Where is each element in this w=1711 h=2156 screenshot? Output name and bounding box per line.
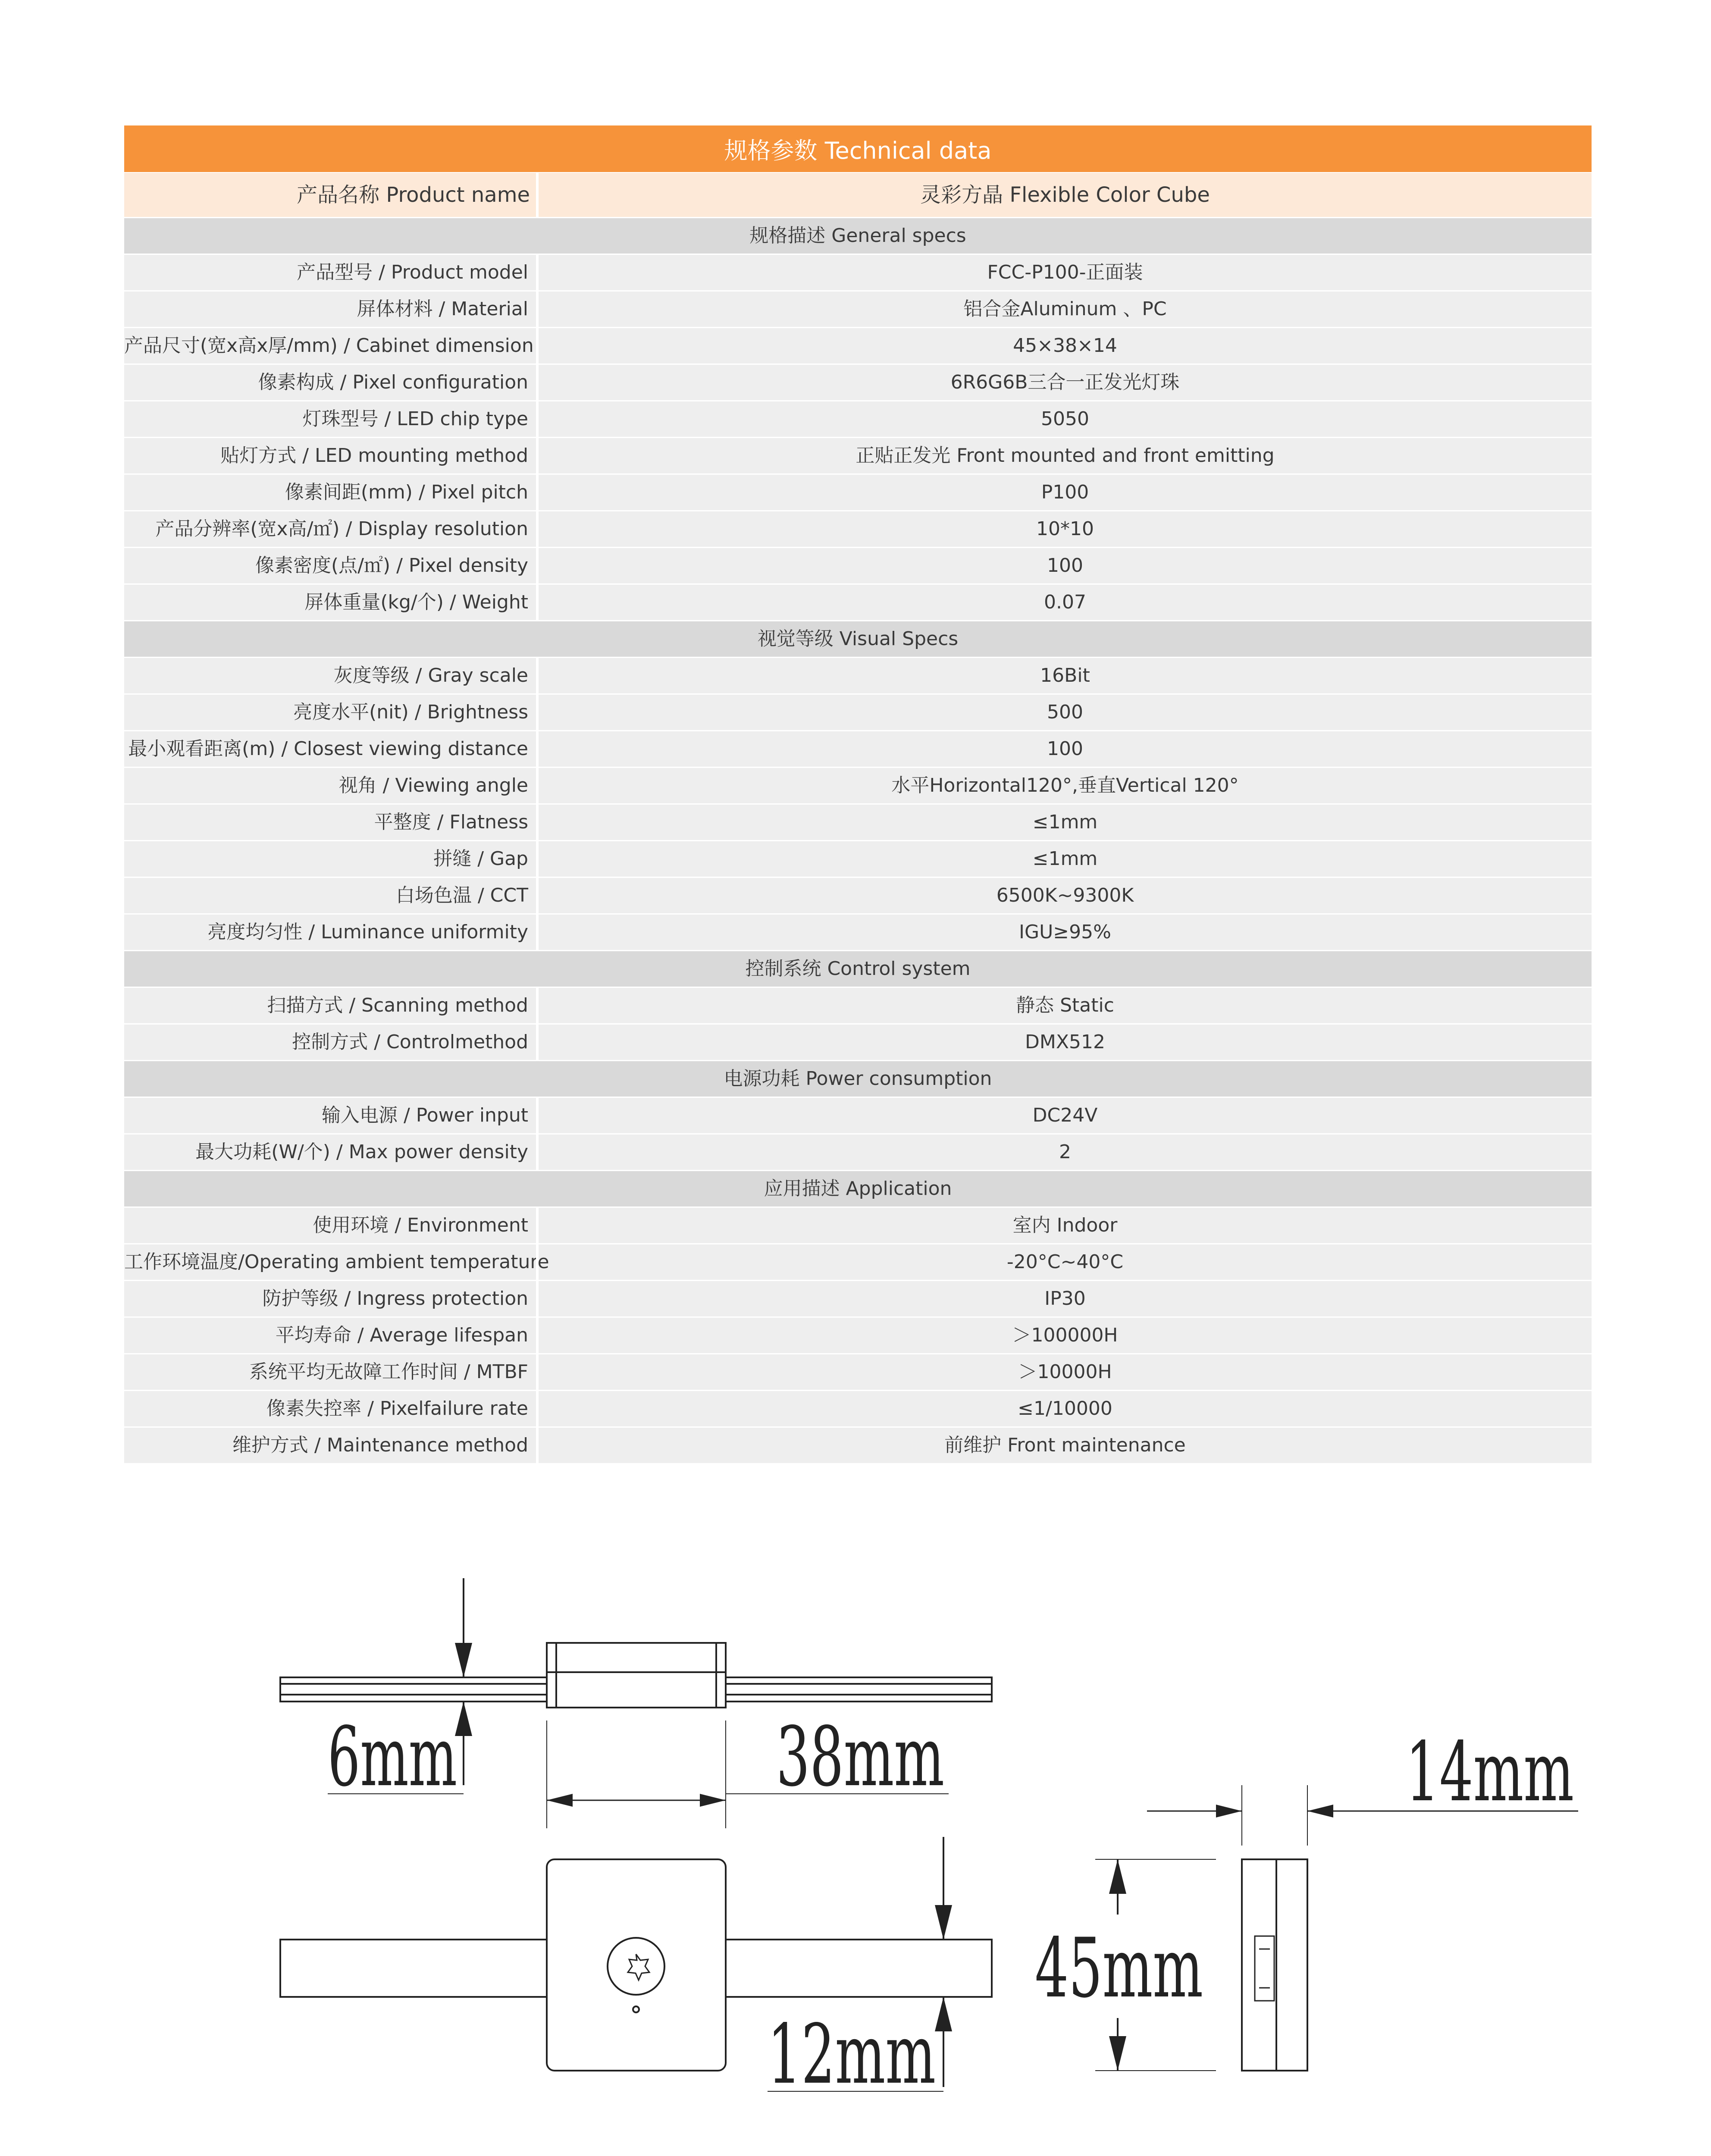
- spec-label: 像素密度(点/㎡) / Pixel density: [255, 555, 528, 577]
- spec-label: 维护方式 / Maintenance method: [232, 1434, 528, 1456]
- dim-6mm: 6mm: [328, 1709, 457, 1805]
- spec-row: [124, 915, 1592, 950]
- spec-label: 贴灯方式 / LED mounting method: [220, 445, 528, 467]
- spec-label: 灰度等级 / Gray scale: [333, 664, 528, 686]
- product-name-row: [124, 173, 1592, 217]
- spec-value: ＞10000H: [536, 1354, 1592, 1390]
- spec-value: ＞100000H: [536, 1318, 1592, 1353]
- spec-label: 最小观看距离(m) / Closest viewing distance: [128, 738, 528, 760]
- spec-value: 正贴正发光 Front mounted and front emitting: [536, 438, 1592, 473]
- spec-value: ≤1mm: [536, 805, 1592, 840]
- spec-label: 系统平均无故障工作时间 / MTBF: [249, 1361, 528, 1383]
- spec-table: [124, 125, 1592, 1464]
- dim-45mm: 45mm: [1035, 1921, 1203, 2016]
- spec-row: [124, 401, 1592, 437]
- spec-row: [124, 548, 1592, 583]
- spec-row: [124, 658, 1592, 693]
- spec-label: 屏体重量(kg/个) / Weight: [304, 591, 528, 613]
- spec-row: [124, 841, 1592, 877]
- spec-label: 产品尺寸(宽x高x厚/mm) / Cabinet dimension: [124, 335, 534, 357]
- spec-row: [124, 988, 1592, 1023]
- dim-14mm: 14mm: [1406, 1724, 1574, 1820]
- spec-value: 水平Horizontal120°,垂直Vertical 120°: [536, 768, 1592, 803]
- spec-row: [124, 1391, 1592, 1426]
- spec-value: DC24V: [536, 1098, 1592, 1133]
- spec-row: [124, 878, 1592, 913]
- spec-value: DMX512: [536, 1025, 1592, 1060]
- spec-value: 6R6G6B三合一正发光灯珠: [536, 365, 1592, 400]
- front-view-cube: [547, 1859, 726, 2071]
- spec-value: ≤1mm: [536, 841, 1592, 877]
- spec-label: 平均寿命 / Average lifespan: [275, 1324, 528, 1346]
- product-name-value: 灵彩方晶 Flexible Color Cube: [536, 173, 1592, 217]
- spec-label: 拼缝 / Gap: [433, 848, 528, 870]
- spec-value: P100: [536, 475, 1592, 510]
- spec-row: [124, 1318, 1592, 1353]
- side-view: [1242, 1859, 1307, 2071]
- spec-value: 静态 Static: [536, 988, 1592, 1023]
- dim-12mm: 12mm: [768, 2007, 936, 2102]
- spec-value: 2: [536, 1134, 1592, 1170]
- section-header: 应用描述 Application: [124, 1171, 1592, 1206]
- spec-value: 铝合金Aluminum 、PC: [536, 291, 1592, 327]
- spec-value: 10*10: [536, 511, 1592, 547]
- spec-value: 6500K~9300K: [536, 878, 1592, 913]
- spec-row: [124, 291, 1592, 327]
- spec-label: 视角 / Viewing angle: [338, 774, 528, 796]
- spec-label: 像素构成 / Pixel configuration: [258, 371, 528, 393]
- spec-row: [124, 1428, 1592, 1463]
- spec-sections: [124, 218, 1592, 1463]
- spec-row: [124, 328, 1592, 364]
- spec-value: ≤1/10000: [536, 1391, 1592, 1426]
- spec-row: [124, 585, 1592, 620]
- section-header: 控制系统 Control system: [124, 951, 1592, 987]
- spec-row: [124, 475, 1592, 510]
- spec-label: 屏体材料 / Material: [357, 298, 528, 320]
- spec-row: [124, 1025, 1592, 1060]
- spec-value: IP30: [536, 1281, 1592, 1316]
- spec-value: IGU≥95%: [536, 915, 1592, 950]
- spec-row: [124, 1134, 1592, 1170]
- spec-row: [124, 1244, 1592, 1280]
- spec-row: [124, 1354, 1592, 1390]
- table-title: 规格参数 Technical data: [124, 125, 1592, 172]
- spec-label: 最大功耗(W/个) / Max power density: [195, 1141, 528, 1163]
- spec-row: [124, 805, 1592, 840]
- spec-label: 防护等级 / Ingress protection: [262, 1288, 528, 1310]
- spec-value: 100: [536, 548, 1592, 583]
- top-view-cube: [547, 1643, 726, 1708]
- spec-row: [124, 255, 1592, 290]
- section-header: 电源功耗 Power consumption: [124, 1061, 1592, 1097]
- spec-label: 亮度水平(nit) / Brightness: [293, 701, 528, 723]
- spec-value: 室内 Indoor: [536, 1208, 1592, 1243]
- spec-label: 亮度均匀性 / Luminance uniformity: [207, 921, 528, 943]
- spec-label: 工作环境温度/Operating ambient temperature: [124, 1251, 549, 1273]
- spec-label: 使用环境 / Environment: [313, 1214, 528, 1236]
- spec-label: 平整度 / Flatness: [374, 811, 528, 833]
- spec-row: [124, 511, 1592, 547]
- dimension-drawing: [0, 1552, 1711, 2156]
- spec-row: [124, 731, 1592, 767]
- spec-row: [124, 438, 1592, 473]
- spec-label: 产品型号 / Product model: [297, 261, 528, 283]
- spec-row: [124, 768, 1592, 803]
- spec-value: 5050: [536, 401, 1592, 437]
- section-header: 视觉等级 Visual Specs: [124, 621, 1592, 657]
- spec-value: 500: [536, 695, 1592, 730]
- spec-row: [124, 1208, 1592, 1243]
- spec-label: 灯珠型号 / LED chip type: [302, 408, 528, 430]
- spec-label: 控制方式 / Controlmethod: [292, 1031, 528, 1053]
- spec-value: -20°C~40°C: [536, 1244, 1592, 1280]
- spec-value: 0.07: [536, 585, 1592, 620]
- spec-value: 16Bit: [536, 658, 1592, 693]
- spec-value: 前维护 Front maintenance: [536, 1428, 1592, 1463]
- top-view: [280, 1643, 992, 1708]
- spec-value: FCC-P100-正面装: [536, 255, 1592, 290]
- spec-row: [124, 365, 1592, 400]
- spec-label: 白场色温 / CCT: [395, 884, 528, 906]
- spec-label: 输入电源 / Power input: [322, 1104, 528, 1126]
- spec-label: 像素失控率 / Pixelfailure rate: [266, 1398, 528, 1420]
- spec-label: 像素间距(mm) / Pixel pitch: [285, 481, 528, 503]
- spec-value: 100: [536, 731, 1592, 767]
- spec-label: 产品分辨率(宽x高/㎡) / Display resolution: [155, 518, 528, 540]
- spec-label: 扫描方式 / Scanning method: [267, 994, 528, 1016]
- product-name-label: 产品名称 Product name: [297, 183, 530, 207]
- dim-38mm: 38mm: [776, 1709, 944, 1805]
- spec-row: [124, 1281, 1592, 1316]
- spec-row: [124, 695, 1592, 730]
- spec-row: [124, 1098, 1592, 1133]
- spec-value: 45×38×14: [536, 328, 1592, 364]
- section-header: 规格描述 General specs: [124, 218, 1592, 254]
